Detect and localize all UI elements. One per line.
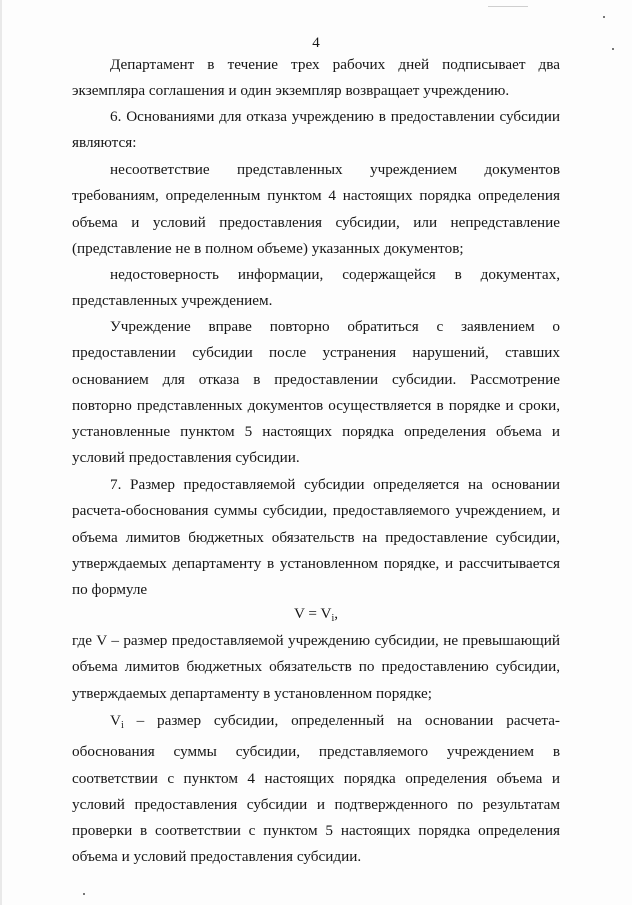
scan-edge (0, 0, 2, 905)
paragraph-7-subsidy-size: 7. Размер предоставляемой субсидии определяется на основании расчета-обоснования суммы субсидии, предоставляемого учреждением, и объема лимитов бюджетных обязательств на предоставление субсидии, утверждаемых департаменту в установленном порядке, и рассчитывается по формуле (72, 476, 560, 599)
page-number: 4 (312, 35, 320, 51)
vi-text: – размер субсидии, определенный на основании расчета-обоснования суммы субсидии, представляемого учреждением в соответствии с пунктом 4 настоящих порядка определения объема и условий предоставления субсидии и подтвержденного по результатам проверки в соответствии с пунктом 5 настоящих порядка определения объема и условий предоставления субсидии. (72, 712, 560, 866)
formula-tail: , (334, 605, 339, 622)
paragraph-department-signs: Департамент в течение трех рабочих дней подписывает два экземпляра соглашения и один экземпляр возвращает учреждению. (72, 56, 560, 100)
paragraph-vi-definition (72, 708, 560, 871)
paragraph-reapply: Учреждение вправе повторно обратиться с заявлением о предоставлении субсидии после устранения нарушений, ставших основанием для отказа в предоставлении субсидии. Рассмотрение повторно представленных документов осуществляется в порядке и сроки, установленные пунктом 5 настоящих порядка определения объема и условий предоставления субсидии. (72, 318, 560, 467)
scan-artifact (488, 6, 528, 7)
vi-symbol: V (110, 712, 121, 729)
paragraph-noncompliance: несоответствие представленных учреждением документов требованиям, определенным пунктом 4 настоящих порядка определения объема и условий предоставления субсидии, или непредставление (представление не в полном объеме) указанных документов; (72, 161, 560, 257)
paragraph-6-refusal-grounds: 6. Основаниями для отказа учреждению в предоставлении субсидии являются: (72, 108, 560, 152)
paragraph-v-definition: где V – размер предоставляемой учреждению субсидии, не превышающий объема лимитов бюджетных обязательств по предоставлению субсидии, утверждаемых департаменту в установленном порядке; (72, 632, 560, 702)
formula-lhs: V = V (293, 605, 332, 622)
vi-subscript: i (120, 720, 124, 731)
formula-subscript: i (331, 613, 335, 624)
paragraph-unreliability: недостоверность информации, содержащейся в документах, представленных учреждением. (72, 266, 560, 310)
scan-speck (603, 16, 605, 18)
scan-speck (83, 893, 85, 895)
